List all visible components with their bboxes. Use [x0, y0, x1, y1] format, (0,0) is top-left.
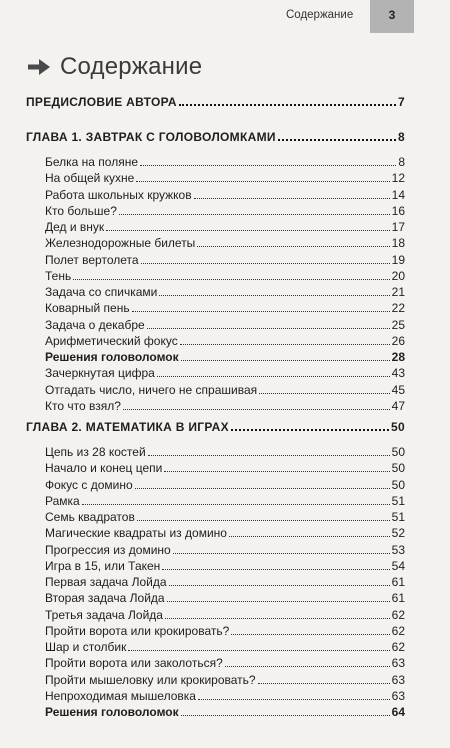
toc-entry-title: Третья задача Лойда — [45, 607, 163, 622]
toc-entry-page: 53 — [391, 542, 405, 557]
toc-entry-page: 21 — [391, 285, 405, 299]
dot-leader — [167, 601, 390, 602]
toc-heading — [26, 50, 202, 84]
toc-entry-title: Цепь из 28 костей — [45, 445, 146, 459]
dot-leader — [157, 376, 390, 377]
toc-entry-title: Фокус с домино — [45, 477, 133, 492]
toc-entry-page: 63 — [391, 656, 405, 671]
toc-entry-page: 52 — [391, 526, 405, 541]
dot-leader — [137, 520, 390, 521]
dot-leader — [82, 504, 390, 505]
toc-entry — [45, 443, 405, 459]
toc-entry-page: 50 — [391, 445, 405, 459]
dot-leader — [197, 246, 389, 247]
dot-leader — [164, 471, 389, 472]
toc-entry-title: Начало и конец цепи — [45, 461, 163, 476]
dot-leader — [136, 181, 389, 182]
toc-entry-page: 19 — [391, 252, 405, 267]
dot-leader — [140, 165, 396, 166]
toc-entry-title: Задача со спичками — [45, 285, 158, 299]
toc-entry-title: Отгадать число, ничего не спрашивая — [45, 382, 258, 397]
toc-entry-page: 17 — [391, 220, 405, 234]
toc-entry-title: Железнодорожные билеты — [45, 236, 196, 251]
toc-chapter-entry — [26, 93, 405, 109]
page-number: 3 — [388, 8, 396, 22]
dot-leader — [181, 360, 390, 361]
page-number-tab — [370, 0, 414, 33]
toc-entry-page: 45 — [391, 382, 405, 397]
arrow-right-icon — [26, 56, 52, 78]
toc-entry-page: 47 — [391, 398, 405, 413]
dot-leader — [159, 295, 389, 296]
toc-entry — [45, 251, 405, 267]
toc-entry-page: 14 — [391, 187, 405, 202]
toc-entry — [45, 492, 405, 508]
toc-entry — [45, 283, 405, 299]
toc-entry-page: 7 — [398, 95, 405, 109]
toc-entry — [45, 508, 405, 524]
dot-leader — [231, 429, 389, 431]
dot-leader — [106, 230, 389, 231]
toc-entry — [45, 654, 405, 670]
toc-entry — [45, 332, 405, 348]
dot-leader — [162, 569, 389, 570]
toc-entry-title: Игра в 15, или Такен — [45, 558, 161, 573]
toc-entry — [45, 169, 405, 185]
dot-leader — [278, 139, 396, 141]
toc-entry-page: 51 — [391, 493, 405, 508]
toc-entry — [45, 234, 405, 250]
toc-entry-page: 28 — [391, 350, 405, 364]
toc-entry — [45, 397, 405, 413]
toc-entry — [45, 622, 405, 638]
dot-leader — [119, 214, 390, 215]
toc-entry-title: Рамка — [45, 493, 80, 508]
toc-entry-title: Непроходимая мышеловка — [45, 688, 196, 703]
toc-entry — [45, 381, 405, 397]
dot-leader — [181, 715, 390, 716]
toc-entry-title: Магические квадраты из домино — [45, 526, 227, 541]
toc-entry-page: 25 — [391, 317, 405, 332]
toc-entry-title: Кто что взял? — [45, 398, 121, 413]
toc-entry-page: 26 — [391, 333, 405, 348]
header-section-label: Содержание — [286, 9, 354, 21]
dot-leader — [194, 198, 390, 199]
toc-entry-page: 8 — [398, 130, 405, 144]
toc-entry — [45, 299, 405, 315]
toc-entry-title: Шар и столбик — [45, 640, 127, 654]
toc-entry — [45, 267, 405, 283]
toc-entry — [45, 186, 405, 202]
dot-leader — [258, 683, 390, 684]
dot-leader — [147, 328, 390, 329]
dot-leader — [123, 409, 390, 410]
toc-entry — [45, 476, 405, 492]
toc-entry-page: 61 — [391, 591, 405, 606]
dot-leader — [165, 618, 390, 619]
dot-leader — [225, 666, 390, 667]
toc-entry — [45, 638, 405, 654]
toc-entry-page: 50 — [391, 420, 405, 434]
toc-entry — [45, 348, 405, 364]
dot-leader — [173, 553, 390, 554]
toc-entry-page: 8 — [398, 155, 405, 169]
toc-entry — [45, 671, 405, 687]
toc-entry-title: Кто больше? — [45, 203, 117, 218]
toc-entry-title: Пройти мышеловку или крокировать? — [45, 672, 256, 687]
toc-entry — [45, 589, 405, 605]
toc-entry-title: Белка на поляне — [45, 155, 139, 169]
toc-entry-page: 63 — [391, 688, 405, 703]
toc-entry — [45, 218, 405, 234]
toc-entry-title: Решения головоломок — [45, 705, 179, 719]
dot-leader — [132, 311, 390, 312]
toc-entry-page: 20 — [391, 268, 405, 283]
toc-chapter-entry — [26, 418, 405, 434]
toc-chapter-entry — [26, 128, 405, 144]
dot-leader — [198, 699, 390, 700]
toc-entry-title: Дед и внук — [45, 220, 105, 234]
toc-entry-title: ГЛАВА 2. МАТЕМАТИКА В ИГРАХ — [26, 420, 229, 434]
dot-leader — [148, 455, 390, 456]
toc-entry-title: Коварный пень — [45, 301, 130, 316]
toc-entry — [45, 687, 405, 703]
toc-entry-title: Семь квадратов — [45, 510, 135, 524]
toc-entry-title: Зачеркнутая цифра — [45, 366, 155, 381]
dot-leader — [179, 104, 396, 106]
toc-entry-title: Задача о декабре — [45, 317, 145, 332]
toc-entry — [45, 364, 405, 380]
dot-leader — [231, 634, 389, 635]
toc-entry-page: 22 — [391, 301, 405, 316]
toc-entry-title: Вторая задача Лойда — [45, 591, 165, 606]
toc-entry — [45, 573, 405, 589]
dot-leader — [73, 279, 389, 280]
dot-leader — [229, 536, 390, 537]
toc-entry-page: 43 — [391, 366, 405, 381]
toc-entry-title: Арифметический фокус — [45, 333, 178, 348]
toc-entry-title: Прогрессия из домино — [45, 542, 171, 557]
toc-entry — [45, 541, 405, 557]
dot-leader — [135, 488, 390, 489]
toc-entry-page: 51 — [391, 510, 405, 524]
toc-entry — [45, 606, 405, 622]
dot-leader — [180, 344, 390, 345]
toc-entry — [45, 316, 405, 332]
toc-entry-title: Пройти ворота или крокировать? — [45, 623, 230, 638]
toc-entry-title: Работа школьных кружков — [45, 187, 192, 202]
toc-entry-title: Пройти ворота или заколоться? — [45, 656, 223, 671]
toc-entry-page: 61 — [391, 575, 405, 589]
toc-entry — [45, 557, 405, 573]
toc-entry — [45, 524, 405, 540]
toc-entry-page: 62 — [391, 623, 405, 638]
toc-entry-title: Первая задача Лойда — [45, 575, 167, 589]
dot-leader — [169, 585, 390, 586]
toc-entry — [45, 202, 405, 218]
toc-entry-title: Тень — [45, 268, 72, 283]
toc-entry-page: 63 — [391, 672, 405, 687]
toc-entry-page: 50 — [391, 477, 405, 492]
dot-leader — [141, 263, 390, 264]
toc-entry-page: 18 — [391, 236, 405, 251]
toc-entry-title: На общей кухне — [45, 171, 135, 186]
toc-entry-title: Полет вертолета — [45, 252, 139, 267]
toc-entry — [45, 459, 405, 475]
dot-leader — [259, 393, 389, 394]
toc-entry-page: 64 — [391, 705, 405, 719]
toc-entry-page: 16 — [391, 203, 405, 218]
toc-entry-title: Решения головоломок — [45, 350, 179, 364]
page-title: Содержание — [60, 53, 203, 80]
toc-entry — [45, 153, 405, 169]
toc-entry-page: 12 — [391, 171, 405, 186]
toc-entry-title: ПРЕДИСЛОВИЕ АВТОРА — [26, 95, 177, 109]
toc-entry-page: 50 — [391, 461, 405, 476]
toc-entry — [45, 703, 405, 719]
toc-entry-page: 62 — [391, 607, 405, 622]
dot-leader — [128, 650, 389, 651]
toc-entry-page: 62 — [391, 640, 405, 654]
toc-entry-page: 54 — [391, 558, 405, 573]
toc-entry-title: ГЛАВА 1. ЗАВТРАК С ГОЛОВОЛОМКАМИ — [26, 130, 276, 144]
